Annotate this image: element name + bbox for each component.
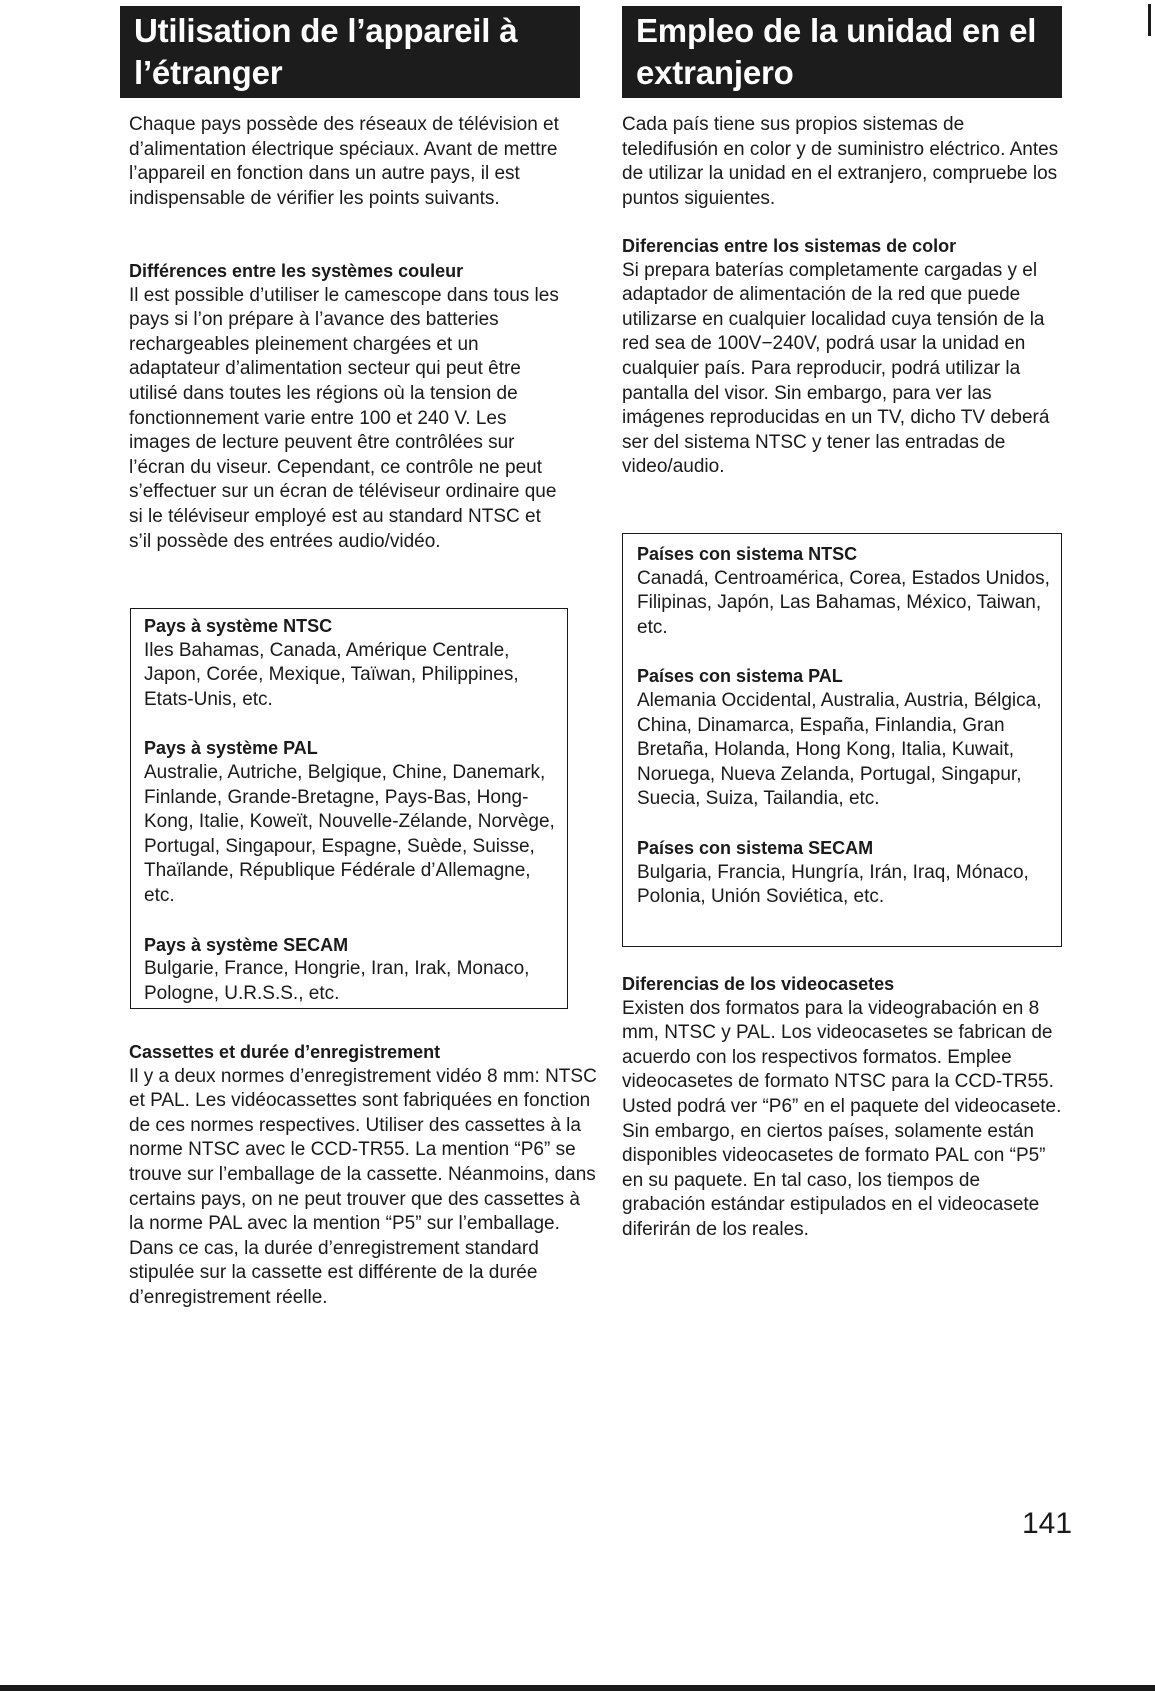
es-color-section <box>622 234 1060 480</box>
fr-pal-group <box>144 736 561 908</box>
fr-secam-heading: Pays à système SECAM <box>144 934 349 955</box>
fr-intro <box>129 113 567 211</box>
fr-ntsc-text: Iles Bahamas, Canada, Amérique Centrale, Japon, Corée, Mexique, Taïwan, Philippines, Etats-Unis, etc. <box>144 639 519 710</box>
es-pal-text: Alemania Occidental, Australia, Austria, Bélgica, China, Dinamarca, España, Finlandia, Gran Bretaña, Holanda, Hong Kong, Italia, Kuwait, Noruega, Nueva Zelanda, Portugal, Singapur, Suecia, Suiza, Tailandia, etc. <box>637 689 1042 810</box>
es-ntsc-text: Canadá, Centroamérica, Corea, Estados Unidos, Filipinas, Japón, Las Bahamas, México, Taiwan, etc. <box>637 567 1050 638</box>
es-secam-text: Bulgaria, Francia, Hungría, Irán, Iraq, Mónaco, Polonia, Unión Soviética, etc. <box>637 861 1029 908</box>
es-cassette-heading: Diferencias de los videocasetes <box>622 974 895 994</box>
title-fr-line2: l’étranger <box>134 54 283 91</box>
fr-systems-box <box>130 608 568 1009</box>
title-es-line2: extranjero <box>636 54 794 91</box>
fr-intro-text: Chaque pays possède des réseaux de télévision et d’alimentation électrique spéciaux. Avant de mettre l’appareil en fonction dans un autre pays, il est indispensable de vérifier les points suivants. <box>129 114 559 209</box>
es-pal-heading: Países con sistema PAL <box>637 666 843 687</box>
fr-color-text: Il est possible d’utiliser le camescope dans tous les pays si l’on prépare à l’avance des batteries rechargeables pleinement chargées et un adaptateur d’alimentation secteur qui peut être utilisé dans toutes les régions où la tension de fonctionnement varie entre 100 et 240 V. Les images de lecture peuvent être contrôlées sur l’écran du viseur. Cependant, ce contrôle ne peut s’effectuer sur un écran de téléviseur ordinaire que si le téléviseur employé est au standard NTSC et s’il possède des entrées audio/vidéo. <box>129 284 559 552</box>
fr-ntsc-heading: Pays à système NTSC <box>144 616 333 636</box>
es-ntsc-group <box>637 542 1055 640</box>
fr-secam-group <box>144 933 561 1007</box>
fr-cassette-text: Il y a deux normes d’enregistrement vidéo 8 mm: NTSC et PAL. Les vidéocassettes sont fabriquées en fonction de ces normes respectives. Utiliser des cassettes à la norme NTSC avec le CCD-TR55. La mention “P6” se trouve sur l’emballage de la cassette. Néanmoins, dans certains pays, on ne peut trouver que des cassettes à la norme PAL avec la mention “P5” sur l’emballage. Dans ce cas, la durée d’enregistrement standard stipulée sur la cassette est différente de la durée d’enregistrement réelle. <box>129 1065 597 1308</box>
es-color-text: Si prepara baterías completamente cargadas y el adaptador de alimentación de la red que puede utilizarse en cualquier localidad cuya tensión de la red sea de 100V−240V, podrá usar la unidad en cualquier país. Para reproducir, podrá utilizar la pantalla del visor. Sin embargo, para ver las imágenes reproducidas en un TV, dicho TV deberá ser del sistema NTSC y tener las entradas de video/audio. <box>622 259 1050 478</box>
es-ntsc-heading: Países con sistema NTSC <box>637 544 858 564</box>
fr-color-section <box>129 259 567 554</box>
es-secam-group <box>637 836 1055 910</box>
fr-cassette-heading: Cassettes et durée d’enregistrement <box>129 1042 441 1062</box>
es-secam-heading: Países con sistema SECAM <box>637 837 874 858</box>
bottom-rule <box>0 1685 1155 1691</box>
fr-secam-text: Bulgarie, France, Hongrie, Iran, Irak, Monaco, Pologne, U.R.S.S., etc. <box>144 958 530 1004</box>
es-color-heading: Diferencias entre los sistemas de color <box>622 236 957 256</box>
title-fr <box>120 6 580 98</box>
fr-color-heading: Différences entre les systèmes couleur <box>129 261 464 281</box>
title-es-line1: Empleo de la unidad en el <box>636 12 1037 49</box>
es-intro-text: Cada país tiene sus propios sistemas de teledifusión en color y de suministro eléctrico. Antes de utilizar la unidad en el extranjero, compruebe los puntos siguientes. <box>622 114 1059 209</box>
es-cassette-text: Existen dos formatos para la videograbación en 8 mm, NTSC y PAL. Los videocasetes se fabrican de acuerdo con los respectivos formatos. Emplee videocasetes de formato NTSC para la CCD-TR55. Usted podrá ver “P6” en el paquete del videocasete. Sin embargo, en ciertos países, solamente están disponibles videocasetes de formato PAL con “P5” en su paquete. En tal caso, los tiempos de grabación estándar estipulados en el videocasete diferirán de los reales. <box>622 997 1062 1240</box>
title-es <box>622 6 1062 98</box>
fr-pal-text: Australie, Autriche, Belgique, Chine, Danemark, Finlande, Grande-Bretagne, Pays-Bas, Hong-Kong, Italie, Koweït, Nouvelle-Zélande, Norvège, Portugal, Singapour, Espagne, Suède, Suisse, Thaïlande, République Fédérale d’Allemagne, etc. <box>144 761 555 906</box>
fr-pal-heading: Pays à système PAL <box>144 738 318 759</box>
es-systems-box <box>622 533 1062 947</box>
es-intro <box>622 113 1060 211</box>
fr-cassette-section <box>129 1040 599 1311</box>
edge-mark <box>1148 4 1151 36</box>
es-cassette-section <box>622 972 1062 1243</box>
page-number: 141 <box>1022 1507 1073 1540</box>
fr-ntsc-group <box>144 614 561 712</box>
title-fr-line1: Utilisation de l’appareil à <box>134 12 518 49</box>
es-pal-group <box>637 664 1055 812</box>
